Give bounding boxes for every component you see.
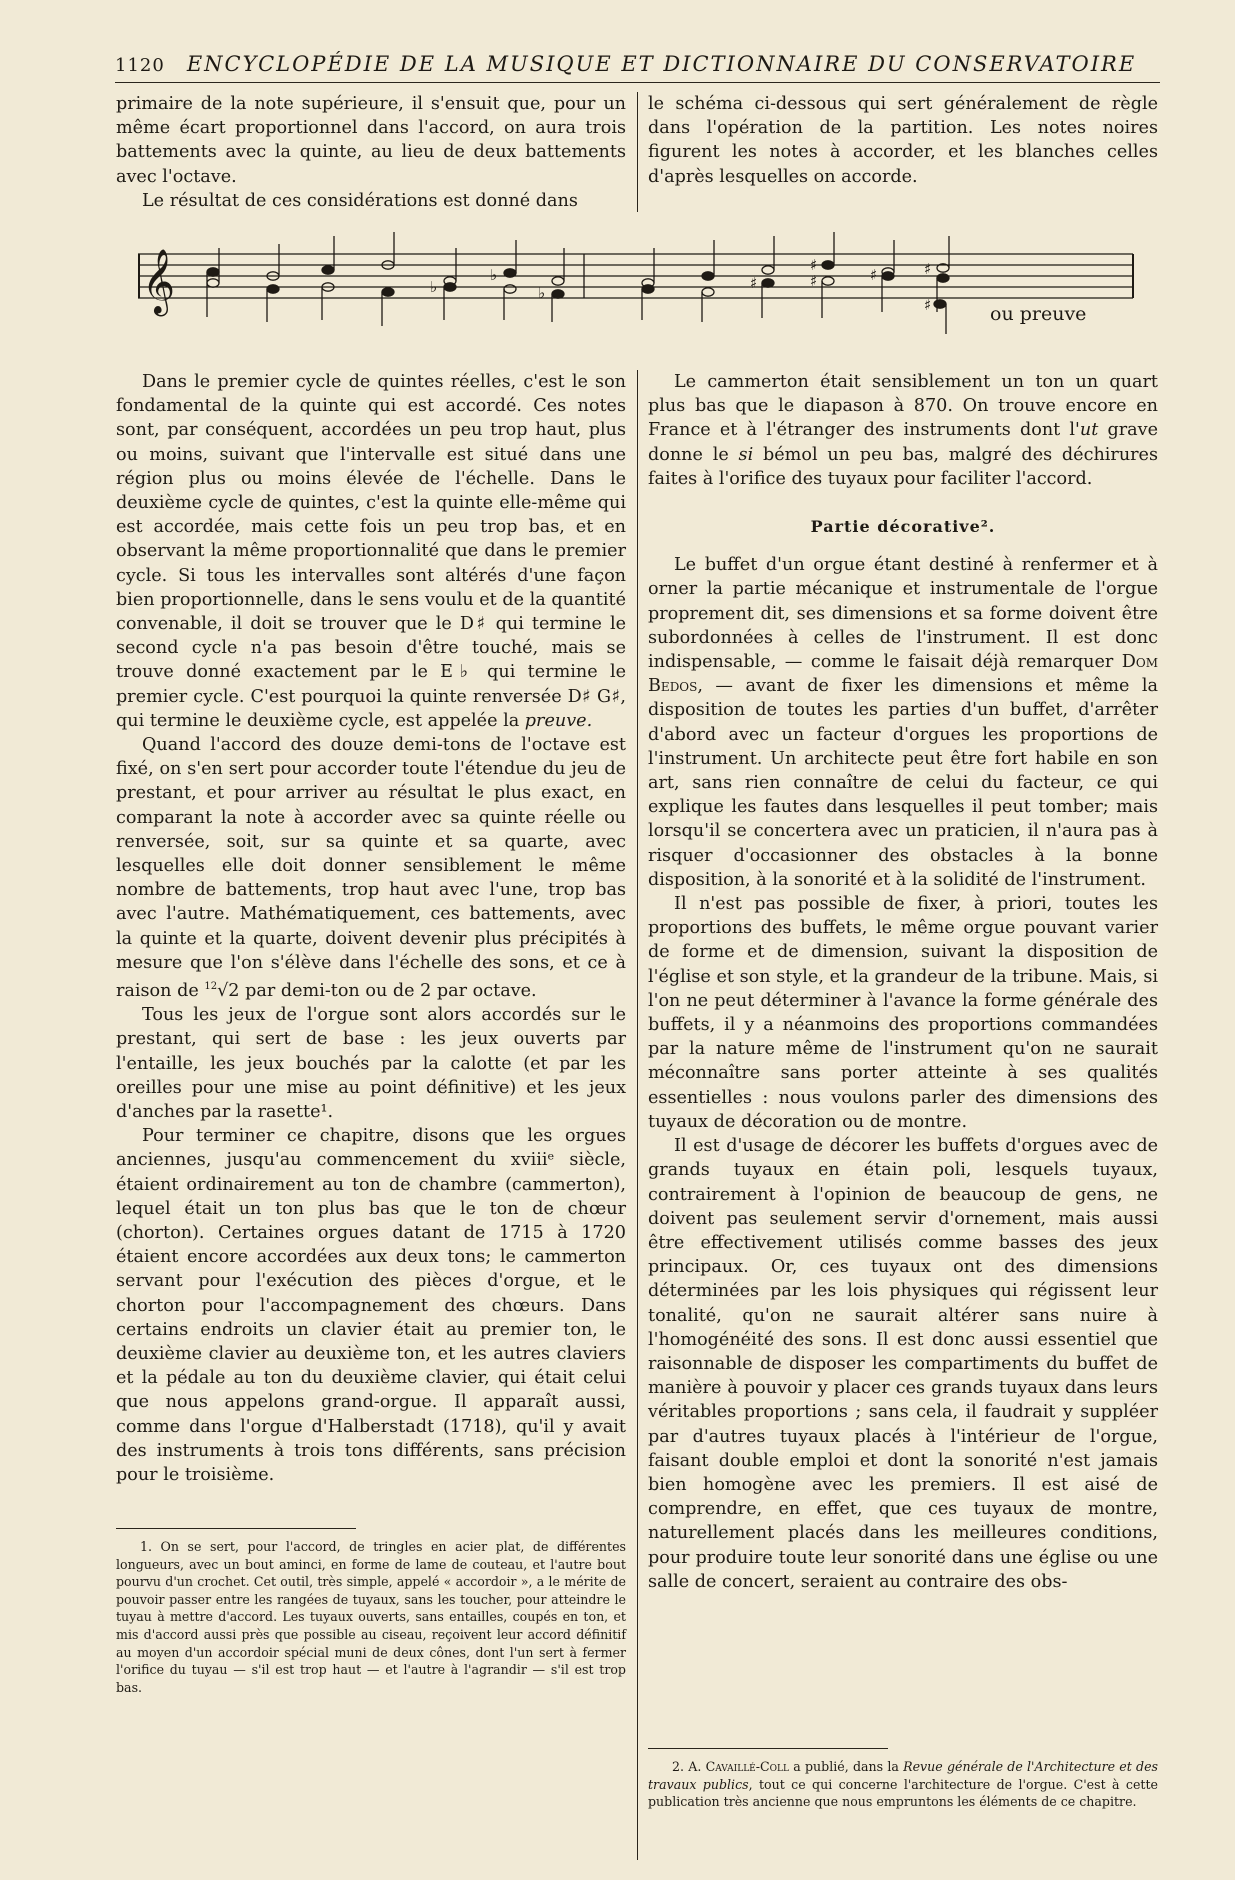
footnote-text xyxy=(648,1758,1158,1811)
paragraph xyxy=(116,370,626,733)
paragraph xyxy=(648,370,1158,491)
text-run: , — avant de fixer les dimensions et même la disposition de toutes les parties d'un buffet, d'arrêter d'abord avec un facteur d'orgues les proportions de l'instrument. Un architecte peut être fort habile en son art, sans rien connaître de celui du facteur, ce qui explique les fautes dans lesquelles il peut tomber; mais lorsqu'il se concertera avec un praticien, il n'aura pas à risquer d'occasionner des obstacles à la bonne disposition, à la sonorité et à la solidité de l'instrument. xyxy=(648,676,1158,890)
text-run: bémol un peu bas, malgré des déchirures faites à l'orifice des tuyaux pour faciliter l'accord. xyxy=(648,444,1158,489)
column-divider xyxy=(637,370,638,1860)
italic-term: preuve. xyxy=(524,710,593,731)
staff-svg xyxy=(138,222,1136,342)
left-column xyxy=(116,370,626,1487)
svg-text:♯: ♯ xyxy=(810,256,818,274)
svg-text:♯: ♯ xyxy=(924,296,932,314)
footnote-1 xyxy=(116,1538,626,1696)
section-heading: Partie décorative². xyxy=(810,517,996,537)
svg-text:♭: ♭ xyxy=(490,266,498,284)
music-example xyxy=(138,222,1136,342)
text-run: Le buffet d'un orgue étant destiné à renfermer et à orner la partie mécanique et instrumentale de l'orgue proprement dit, ses dimensions et sa forme doivent être subordonnées à celles de l'instrument. Il est donc indispensable, — comme le faisait déjà remarquer xyxy=(648,555,1158,673)
text-run: par demi-ton ou de 2 par octave. xyxy=(245,980,537,1001)
italic-term: si xyxy=(738,444,754,465)
running-title: ENCYCLOPÉDIE DE LA MUSIQUE ET DICTIONNAIRE DU CONSERVATOIRE xyxy=(186,52,1137,76)
svg-text:♭: ♭ xyxy=(430,278,438,296)
svg-text:♯: ♯ xyxy=(924,260,932,278)
paragraph: Tous les jeux de l'orgue sont alors accordés sur le prestant, qui sert de base : les jeux ouverts par l'entaille, les jeux bouchés par la calotte (et par les oreilles pour une mise au point définitive) et les jeux d'anches par la rasette¹. xyxy=(116,1005,626,1122)
column-divider xyxy=(637,92,638,212)
paragraph: Il n'est pas possible de fixer, à priori, toutes les proportions des buffets, le même orgue pouvant varier de forme et de dimension, suivant la disposition de l'église et son style, et la grandeur de la tribune. Mais, si l'on ne peut déterminer à l'avance la forme générale des buffets, il y a néanmoins des proportions commandées par la nature même de l'instrument qu'on ne saurait méconnaître sans porter atteinte à ses qualités essentielles : nous voulons parler des dimensions des tuyaux de décoration ou de montre. xyxy=(648,894,1158,1132)
text-run: , tout ce qui concerne l'architecture de l'orgue. C'est à cette publication très ancienne que nous empruntons les éléments de ce chapitre. xyxy=(648,1776,1158,1810)
author-name: Dom Bedos xyxy=(648,652,1158,697)
publication-title: Revue générale de l'Architecture et des travaux publics xyxy=(648,1759,1159,1792)
svg-text:♯: ♯ xyxy=(750,274,758,292)
paragraph: Il est d'usage de décorer les buffets d'orgues avec de grands tuyaux en étain poli, lesquels tuyaux, contrairement à l'opinion de beaucoup de gens, ne doivent pas seulement servir d'ornement, mais aussi être effectivement utilisés comme basses des jeux principaux. Or, ces tuyaux ont des dimensions déterminées par les lois physiques qui régissent leur tonalité, qu'on ne saurait altérer sans nuire à l'homogénéité des sons. Il est donc aussi essentiel que raisonnable de disposer les compartiments du buffet de manière à pouvoir y placer ces grands tuyaux dans leurs véritables proportions ; sans cela, il faudrait y suppléer par d'autres tuyaux placés à l'intérieur de l'orgue, faisant double emploi et dont la sonorité n'est jamais bien homogène avec les premiers. Il est aisé de comprendre, en effet, que ces tuyaux de montre, naturellement placés dans les meilleures conditions, pour produire toute leur sonorité dans une église ou une salle de concert, seraient au contraire des obs- xyxy=(648,1136,1158,1592)
page-header xyxy=(115,52,1160,83)
svg-text:♯: ♯ xyxy=(870,266,878,284)
paragraph: Le résultat de ces considérations est donné dans xyxy=(142,190,578,211)
radical: √2 xyxy=(217,980,240,1001)
text-run: a publié, dans la xyxy=(788,1759,904,1774)
radical-index: 12 xyxy=(204,981,218,993)
text-run: Quand l'accord des douze demi-tons de l'octave est fixé, on s'en sert pour accorder toute l'étendue du jeu de prestant, et pour arriver au résultat le plus exact, en comparant la note à accorder avec sa quinte réelle ou renversée, soit, sur sa quinte et sa quarte, avec lesquelles elle doit donner sensiblement le même nombre de battements, trop haut avec l'une, trop bas avec l'autre. Mathématiquement, ces battements, avec la quinte et la quarte, doivent devenir plus précipités à mesure que l'on s'élève dans l'échelle des sons, et ce à raison de xyxy=(116,735,626,1001)
author-name: Cavaillé-Coll xyxy=(705,1759,789,1774)
footnote-text: 1. On se sert, pour l'accord, de tringles en acier plat, de différentes longueurs, avec un bout aminci, en forme de lame de couteau, et l'autre bout pourvu d'un crochet. Cet outil, très simple, appelé « accordoir », a le mérite de pouvoir passer entre les rangées de tuyaux, sans les toucher, pour atteindre le tuyau à mettre d'accord. Les tuyaux ouverts, sans entailles, coupés en ton, et mis d'accord aussi près que possible au ciseau, reçoivent leur accord définitif au moyen d'un accordoir spécial muni de deux cônes, dont l'un sert à fermer l'orifice du tuyau — s'il est trop haut — et l'autre à l'agrandir — s'il est trop bas. xyxy=(116,1539,626,1695)
paragraph xyxy=(648,553,1158,892)
svg-text:♭: ♭ xyxy=(538,284,546,302)
top-left-text xyxy=(116,92,626,213)
right-column xyxy=(648,370,1158,1594)
text-run: Dans le premier cycle de quintes réelles, c'est le son fondamental de la quinte qui est accordé. Ces notes sont, par conséquent, accordées un peu trop haut, plus ou moins, suivant que l'intervalle est situé dans une région plus ou moins élevée de l'échelle. Dans le deuxième cycle de quintes, c'est la quinte elle-même qui est accordée, mais cette fois un peu trop bas, et en observant la même proportionnalité que dans le premier cycle. Si tous les intervalles sont altérés d'une façon bien proportionnelle, dans le sens voulu et de la quantité convenable, il doit se trouver que le D♯ qui termine le second cycle n'a pas besoin d'être touché, mais se trouve donné exactement par le E♭ qui termine le premier cycle. C'est pourquoi la quinte renversée D♯ G♯, qui termine le deuxième cycle, est appelée la xyxy=(116,372,626,731)
footnote-2 xyxy=(648,1758,1158,1811)
page-number: 1120 xyxy=(115,55,165,76)
svg-text:♯: ♯ xyxy=(810,272,818,290)
text-run: grave donne le xyxy=(648,420,1158,465)
footnote-rule xyxy=(116,1528,356,1529)
top-right-text xyxy=(648,92,1158,189)
footnote-rule xyxy=(648,1748,888,1749)
italic-term: ut xyxy=(1079,420,1099,441)
music-caption: ou preuve xyxy=(990,303,1087,325)
treble-clef-icon: 𝄞 xyxy=(142,249,176,314)
paragraph: Pour terminer ce chapitre, disons que les orgues anciennes, jusqu'au commencement du xviiiᵉ siècle, étaient ordinairement au ton de chambre (cammerton), lequel était un ton plus bas que le ton de chœur (chorton). Certaines orgues datant de 1715 à 1720 étaient encore accordées aux deux tons; le cammerton servant pour l'exécution des pièces d'orgue, et le chorton pour l'accompagnement des chœurs. Dans certains endroits un clavier était au premier ton, le deuxième clavier au deuxième ton, et les autres claviers et la pédale au ton du deuxième clavier, qui était celui que nous appelons grand-orgue. Il apparaît aussi, comme dans l'orgue d'Halberstadt (1718), qu'il y avait des instruments à trois tons différents, sans précision pour le troisième. xyxy=(116,1126,626,1485)
paragraph: primaire de la note supérieure, il s'ensuit que, pour un même écart proportionnel dans l'accord, on aura trois battements avec la quinte, au lieu de deux battements avec l'octave. xyxy=(116,94,626,187)
paragraph: le schéma ci-dessous qui sert généralement de règle dans l'opération de la partition. Les notes noires figurent les notes à accorder, et les blanches celles d'après lesquelles on accorde. xyxy=(648,94,1158,187)
text-run: 2. A. xyxy=(672,1759,706,1774)
text-run: Le cammerton était sensiblement un ton un quart plus bas que le diapason à 870. On trouve encore en France et à l'étranger des instruments dont l' xyxy=(648,372,1158,441)
paragraph xyxy=(116,733,626,1003)
